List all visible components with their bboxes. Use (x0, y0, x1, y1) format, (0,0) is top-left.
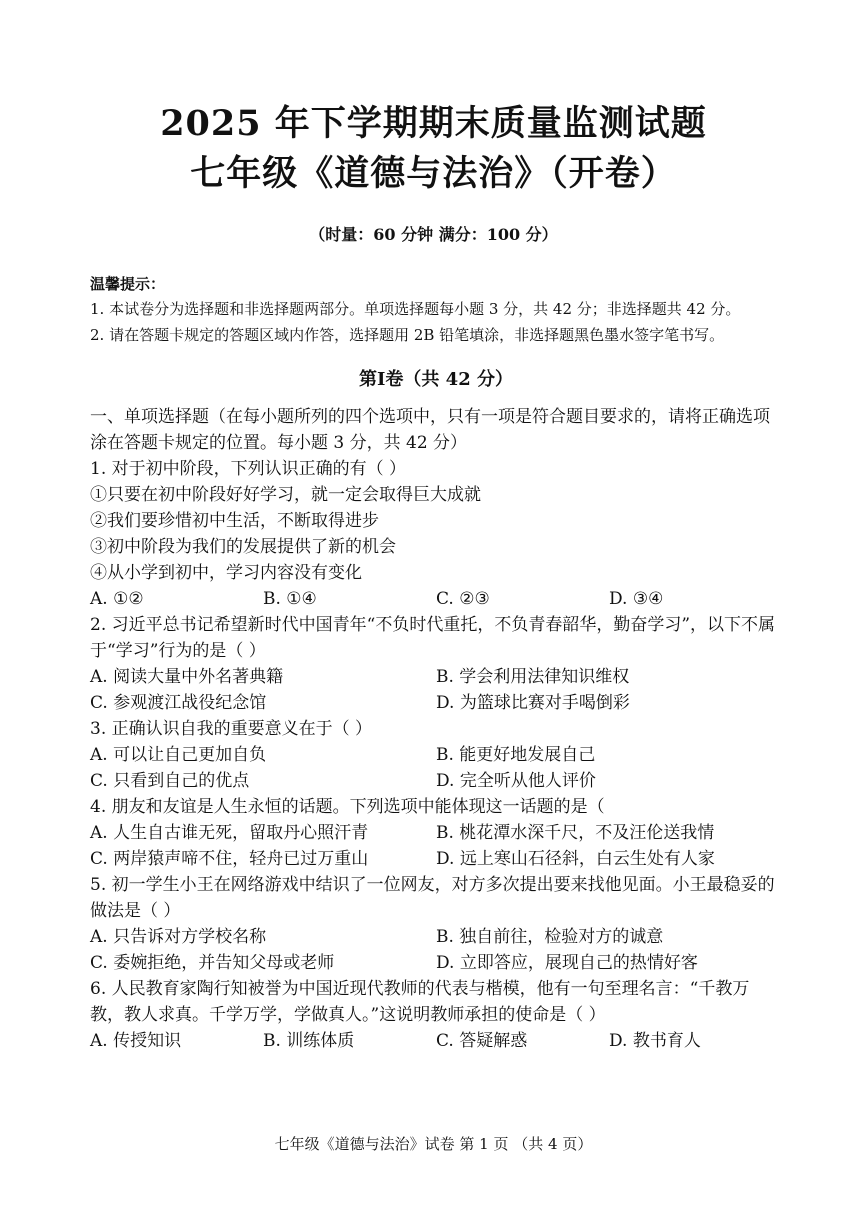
part-heading: 一、单项选择题（在每小题所列的四个选项中，只有一项是符合题目要求的，请将正确选项涂在答题卡规定的位置。每小题 3 分，共 42 分） (90, 407, 770, 453)
option-d: D. 为篮球比赛对手喝倒彩 (436, 693, 630, 713)
option-c: C. 参观渡江战役纪念馆 (90, 693, 267, 713)
tip-item: 1. 本试卷分为选择题和非选择题两部分。单项选择题每小题 3 分，共 42 分；非选择题共 42 分。 (90, 300, 741, 318)
option-b: B. 桃花潭水深千尺，不及汪伦送我情 (436, 823, 715, 843)
question-statement: ④从小学到初中，学习内容没有变化 (90, 563, 362, 583)
option-b: B. 能更好地发展自己 (436, 745, 596, 765)
question-stem: 1. 对于初中阶段，下列认识正确的有（ ） (90, 459, 407, 479)
option-c: C. ②③ (436, 589, 490, 609)
option-row (90, 846, 782, 872)
option-d: D. 立即答应，展现自己的热情好客 (436, 953, 698, 973)
option-row (90, 1028, 782, 1054)
exam-duration-score: （时量：60 分钟 满分：100 分） (309, 225, 558, 244)
option-c: C. 答疑解惑 (436, 1031, 528, 1051)
option-d: D. 远上寒山石径斜，白云生处有人家 (436, 849, 715, 869)
option-row (90, 820, 782, 846)
option-d: D. ③④ (609, 589, 664, 609)
option-row (90, 690, 782, 716)
question-stem: 6. 人民教育家陶行知被誉为中国近现代教师的代表与楷模，他有一句至理名言：“千教万教，教人求真。千学万学，学做真人。”这说明教师承担的使命是（ ） (90, 979, 750, 1025)
question-stem: 4. 朋友和友谊是人生永恒的话题。下列选项中能体现这一话题的是（ (90, 797, 605, 817)
option-d: D. 完全听从他人评价 (436, 771, 596, 791)
option-c: C. 两岸猿声啼不住，轻舟已过万重山 (90, 849, 369, 869)
option-row (90, 924, 782, 950)
option-a: A. 可以让自己更加自负 (90, 745, 267, 765)
option-row (90, 950, 782, 976)
option-row (90, 664, 782, 690)
option-c: C. 只看到自己的优点 (90, 771, 250, 791)
tip-item: 2. 请在答题卡规定的答题区域内作答，选择题用 2B 铅笔填涂，非选择题黑色墨水签字笔书写。 (90, 326, 725, 344)
option-b: B. ①④ (263, 589, 317, 609)
section-title: 第Ⅰ卷（共 42 分） (358, 369, 513, 390)
tips-heading: 温馨提示： (90, 275, 166, 293)
option-b: B. 学会利用法律知识维权 (436, 667, 630, 687)
option-a: A. 阅读大量中外名著典籍 (90, 667, 284, 687)
question-statement: ①只要在初中阶段好好学习，就一定会取得巨大成就 (90, 485, 481, 505)
option-row (90, 742, 782, 768)
option-b: B. 独自前往，检验对方的诚意 (436, 927, 664, 947)
option-a: A. 只告诉对方学校名称 (90, 927, 267, 947)
exam-subject-title: 七年级《道德与法治》（开卷） (190, 153, 677, 194)
option-b: B. 训练体质 (263, 1031, 355, 1051)
question-stem: 3. 正确认识自我的重要意义在于（ ） (90, 719, 373, 739)
exam-content (90, 272, 782, 1054)
option-row (90, 586, 782, 612)
option-d: D. 教书育人 (609, 1031, 701, 1051)
option-c: C. 委婉拒绝，并告知父母或老师 (90, 953, 335, 973)
question-statement: ③初中阶段为我们的发展提供了新的机会 (90, 537, 396, 557)
question-stem: 5. 初一学生小王在网络游戏中结识了一位网友，对方多次提出要来找他见面。小王最稳妥的做法是（ ） (90, 875, 775, 921)
option-row (90, 768, 782, 794)
option-a: A. 传授知识 (90, 1031, 182, 1051)
option-a: A. 人生自古谁无死，留取丹心照汗青 (90, 823, 369, 843)
question-stem: 2. 习近平总书记希望新时代中国青年“不负时代重托，不负青春韶华，勤奋学习”，以下不属于“学习”行为的是（ ） (90, 615, 776, 661)
option-a: A. ①② (90, 589, 144, 609)
question-statement: ②我们要珍惜初中生活，不断取得进步 (90, 511, 379, 531)
exam-title: 2025 年下学期期末质量监测试题 (160, 103, 707, 144)
page-footer: 七年级《道德与法治》试卷 第 1 页 （共 4 页） (274, 1135, 593, 1153)
